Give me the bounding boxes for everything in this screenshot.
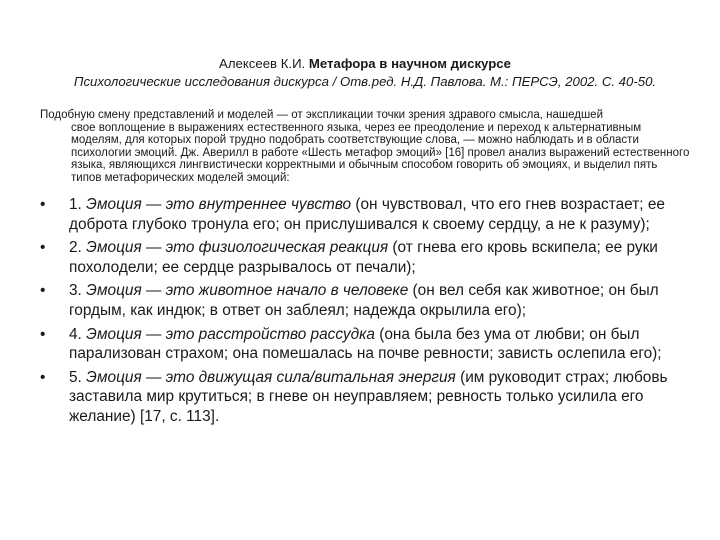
bullet-icon: • [40,325,46,343]
examples-text: (он чувствовал, что его гнев возрастает; ее доброта глубоко тронула его; он прислушивался к своему сердцу, а не к разуму); [69,196,665,233]
item-number: 4. [69,325,82,343]
bullet-icon: • [40,368,46,386]
item-number: 2. [69,239,82,257]
list-item [40,325,690,364]
intro-paragraph [40,109,690,185]
intro-first-line: Подобную смену представлений и моделей — от экспликации точки зрения здравого смысла, нашедшей [40,109,603,121]
item-number: 1. [69,196,82,213]
intro-body: свое воплощение в выражениях естественного языка, через ее преодоление и переход к альтернативным моделям, для которых порой трудно подобрать соответствующие слова, — можно наблюдать и в области психологии эмоций. Дж. Аверилл в работе «Шесть метафор эмоций» [16] провел анализ выражений естественного языка, являющихся лингвистически корректными и обычным способом говорить об эмоциях, и выделил пять типов метафорических моделей эмоций: [71,121,690,184]
bullet-icon: • [40,196,46,213]
item-number: 5. [69,368,82,386]
citation-header [40,55,690,91]
examples-text: (он вел себя как животное; он был гордым, как индюк; в ответ он заблеял; надежда окрылила его); [69,282,659,319]
metaphor-text: Эмоция — это расстройство рассудка [86,325,375,343]
metaphor-text: Эмоция — это внутреннее чувство [86,196,352,213]
examples-text: (им руководит страх; любовь заставила мир крутиться; в гневе он неуправляем; ревность только усилила его желание) [17, с. 113]. [69,368,668,425]
metaphor-text: Эмоция — это физиологическая реакция [86,239,389,257]
metaphor-text: Эмоция — это движущая сила/витальная энергия [86,368,456,386]
list-item [40,368,690,427]
bullet-icon: • [40,282,46,300]
source-reference: Психологические исследования дискурса / Отв.ред. Н.Д. Павлова. М.: ПЕРСЭ, 2002. С. 40-50. [73,74,657,89]
item-number: 3. [69,282,82,300]
examples-text: (она была без ума от любви; он был парализован страхом; она помешалась на почве ревности; зависть ослепила его); [69,325,662,363]
bullet-icon: • [40,239,46,257]
citation-line [40,55,690,73]
metaphor-list [40,195,690,431]
author: Алексеев К.И. [219,56,306,71]
list-item [40,195,690,234]
examples-text: (от гнева его кровь вскипела; ее руки похолодели; ее сердце разрывалось от печали); [69,239,658,276]
article-title: Метафора в научном дискурсе [308,56,511,71]
list-item [40,281,690,320]
metaphor-text: Эмоция — это животное начало в человеке [86,282,409,300]
list-item [40,238,690,277]
